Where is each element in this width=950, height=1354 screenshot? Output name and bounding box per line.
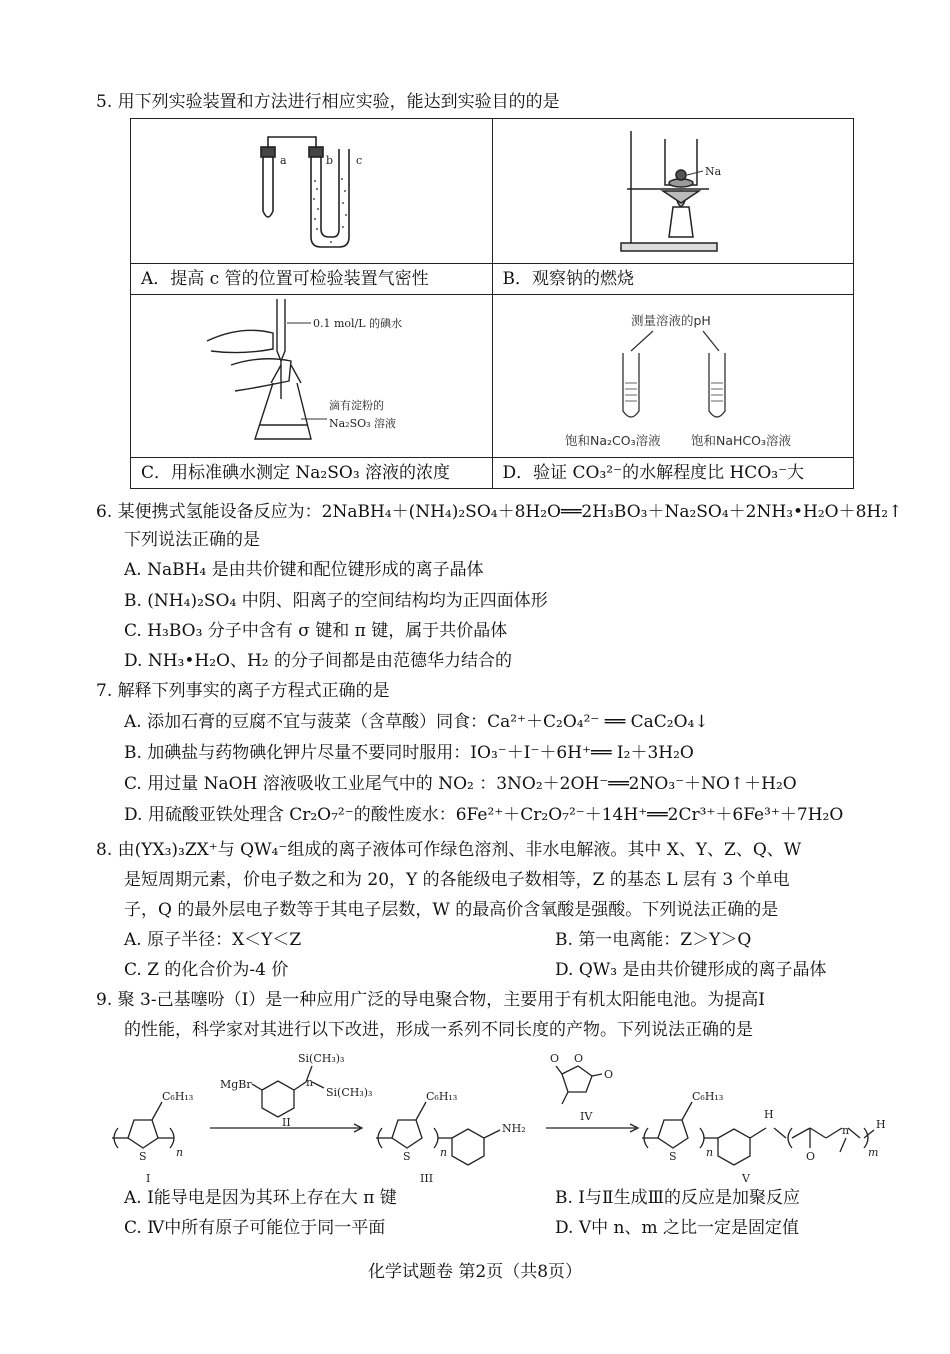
label-nahco3: 饱和NaHCO₃溶液 xyxy=(690,433,791,448)
option-9c[interactable]: C. Ⅳ中所有原子可能位于同一平面 xyxy=(124,1218,386,1238)
label-na2co3: 饱和Na₂CO₃溶液 xyxy=(564,433,661,448)
q9-line2: 的性能，科学家对其进行以下改进，形成一系列不同长度的产物。下列说法正确的是 xyxy=(124,1020,753,1040)
option-6b[interactable]: B. (NH₄)₂SO₄ 中阴、阳离子的空间结构均为正四面体形 xyxy=(124,591,548,611)
q8-line3: 子，Q 的最外层电子数等于其电子层数，W 的最高价含氧酸是强酸。下列说法正确的是 xyxy=(124,900,779,920)
option-6d[interactable]: D. NH₃•H₂O、H₂ 的分子间都是由范德华力结合的 xyxy=(124,651,512,671)
label-m: m xyxy=(868,1146,879,1159)
label-a: a xyxy=(280,154,287,167)
option-7b[interactable]: B. 加碘盐与药物碘化钾片尽量不要同时服用：IO₃⁻＋I⁻＋6H⁺══ I₂＋3H₂O xyxy=(124,743,694,763)
fig-b-apparatus xyxy=(493,119,854,263)
option-9d[interactable]: D. Ⅴ中 n、m 之比一定是固定值 xyxy=(555,1218,799,1238)
label-n-2: n xyxy=(440,1146,448,1159)
label-mgbr: MgBr xyxy=(220,1078,252,1091)
label-o-2: O xyxy=(574,1052,584,1065)
option-8c[interactable]: C. Z 的化合价为-4 价 xyxy=(124,960,289,980)
label-o-4: O xyxy=(806,1150,816,1163)
q8-line1: 8. 由(YX₃)₃ZX⁺与 QW₄⁻组成的离子液体可作绿色溶剂、非水电解液。其中 X、Y、Z、Q、W xyxy=(96,840,802,860)
option-8b[interactable]: B. 第一电离能：Z＞Y＞Q xyxy=(555,930,752,950)
label-III: III xyxy=(420,1172,434,1185)
label-s-2: S xyxy=(403,1150,411,1163)
label-c6h13-3: C₆H₁₃ xyxy=(692,1090,724,1103)
q6-stem2: 下列说法正确的是 xyxy=(124,530,260,550)
label-s-1: S xyxy=(139,1150,147,1163)
fig-c-apparatus xyxy=(131,295,492,457)
label-I: I xyxy=(146,1172,151,1185)
label-ph: 测量溶液的pH xyxy=(630,313,711,328)
q6-stem: 6. 某便携式氢能设备反应为：2NaBH₄＋(NH₄)₂SO₄＋8H₂O══2H₃BO₃＋Na₂SO₄＋2NH₃•H₂O＋8H₂↑ xyxy=(96,502,903,522)
option-7c[interactable]: C. 用过量 NaOH 溶液吸收工业尾气中的 NO₂ ：3NO₂＋2OH⁻══2NO₃⁻＋NO↑＋H₂O xyxy=(124,774,797,794)
option-8a[interactable]: A. 原子半径：X＜Y＜Z xyxy=(124,930,302,950)
option-6c[interactable]: C. H₃BO₃ 分子中含有 σ 键和 π 键，属于共价晶体 xyxy=(124,621,508,641)
q5-stem: 5. 用下列实验装置和方法进行相应实验，能达到实验目的的是 xyxy=(96,92,560,112)
fig-d-apparatus xyxy=(493,295,854,457)
label-II: II xyxy=(282,1116,291,1129)
option-9b[interactable]: B. Ⅰ与Ⅱ生成Ⅲ的反应是加聚反应 xyxy=(555,1188,800,1208)
label-nh2: NH₂ xyxy=(502,1122,526,1135)
q7-stem: 7. 解释下列事实的离子方程式正确的是 xyxy=(96,681,390,701)
label-h-1: H xyxy=(764,1108,774,1121)
page-footer: 化学试题卷 第2页（共8页） xyxy=(367,1262,583,1282)
label-na: Na xyxy=(704,165,721,178)
option-5c[interactable]: C．用标准碘水测定 Na₂SO₃ 溶液的浓度 xyxy=(141,463,451,483)
q9-reaction-scheme xyxy=(100,1046,900,1186)
option-5a[interactable]: A．提高 c 管的位置可检验装置气密性 xyxy=(141,269,429,289)
label-na2so3: Na₂SO₃ 溶液 xyxy=(329,417,397,430)
option-6a[interactable]: A. NaBH₄ 是由共价键和配位键形成的离子晶体 xyxy=(124,560,484,580)
label-n-4: n xyxy=(842,1124,850,1137)
q8-line2: 是短周期元素，价电子数之和为 20，Y 的各能级电子数相等，Z 的基态 L 层有 3 个单电 xyxy=(124,870,790,890)
label-s-3: S xyxy=(669,1150,677,1163)
label-iodine: 0.1 mol/L 的碘水 xyxy=(313,317,403,330)
label-n-1: n xyxy=(176,1146,184,1159)
label-b: b xyxy=(326,154,334,167)
option-8d[interactable]: D. QW₃ 是由共价键形成的离子晶体 xyxy=(555,960,827,980)
label-o-3: O xyxy=(604,1068,614,1081)
label-c: c xyxy=(356,154,363,167)
option-5d[interactable]: D．验证 CO₃²⁻的水解程度比 HCO₃⁻大 xyxy=(502,463,805,483)
fig-a-apparatus xyxy=(131,119,492,263)
label-n-amine: n xyxy=(306,1076,314,1089)
label-sime3-1: Si(CH₃)₃ xyxy=(298,1052,345,1065)
label-c6h13-1: C₆H₁₃ xyxy=(162,1090,194,1103)
label-sime3-2: Si(CH₃)₃ xyxy=(326,1086,373,1099)
label-IV: IV xyxy=(580,1110,593,1123)
q5-figure-table xyxy=(130,118,854,489)
label-starch: 滴有淀粉的 xyxy=(329,399,384,412)
option-5b[interactable]: B．观察钠的燃烧 xyxy=(502,269,634,289)
label-V: V xyxy=(742,1172,750,1185)
option-9a[interactable]: A. Ⅰ能导电是因为其环上存在大 π 键 xyxy=(124,1188,397,1208)
option-7d[interactable]: D. 用硫酸亚铁处理含 Cr₂O₇²⁻的酸性废水：6Fe²⁺＋Cr₂O₇²⁻＋14H⁺══2Cr³⁺＋6Fe³⁺＋7H₂O xyxy=(124,805,844,825)
q9-line1: 9. 聚 3-己基噻吩（Ⅰ）是一种应用广泛的导电聚合物，主要用于有机太阳能电池。为提高Ⅰ xyxy=(96,990,766,1010)
label-h-2: H xyxy=(876,1118,886,1131)
option-7a[interactable]: A. 添加石膏的豆腐不宜与菠菜（含草酸）同食：Ca²⁺＋C₂O₄²⁻ ══ CaC₂O₄↓ xyxy=(124,712,709,732)
label-o-1: O xyxy=(550,1052,560,1065)
label-n-3: n xyxy=(706,1146,714,1159)
label-c6h13-2: C₆H₁₃ xyxy=(426,1090,458,1103)
